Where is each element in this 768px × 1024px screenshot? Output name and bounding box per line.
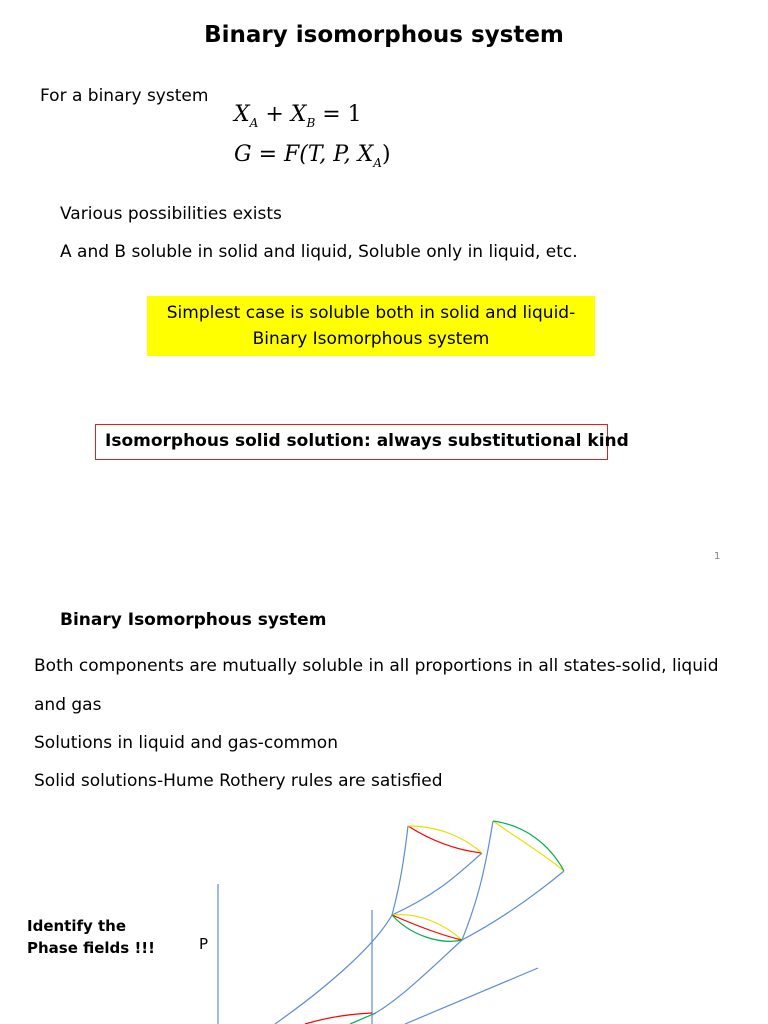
highlight-line-1: Simplest case is soluble both in solid and liquid-	[166, 303, 576, 323]
eq1-plus: +	[258, 102, 291, 127]
possibilities-text: Various possibilities exists	[60, 204, 282, 224]
boxed-statement: Isomorphous solid solution: always substitutional kind	[95, 424, 608, 460]
eq2-a-subscript: A	[373, 156, 382, 170]
eq1-rhs: = 1	[315, 102, 362, 127]
highlight-line-2: Binary Isomorphous system	[252, 329, 490, 349]
slide2-subtitle: Binary Isomorphous system	[60, 610, 327, 630]
pressure-axis-label: P	[199, 935, 209, 953]
eq1-b-subscript: B	[306, 116, 316, 130]
eq2-equals: =	[251, 142, 284, 167]
triple-line-a	[392, 853, 482, 915]
liquidus-curve-middle	[392, 915, 462, 940]
slide-title: Binary isomorphous system	[204, 22, 564, 48]
triple-line-b	[462, 871, 564, 940]
eq2-f-symbol: F	[284, 142, 300, 167]
eq2-g-symbol: G	[234, 142, 252, 167]
paragraph-mutual-solubility: Both components are mutually soluble in all proportions in all states-solid, liquid	[34, 656, 719, 676]
eq2-args: (T, P, X	[299, 142, 374, 167]
prompt-line-2: Phase fields !!!	[27, 939, 155, 957]
paragraph-liquid-gas: Solutions in liquid and gas-common	[34, 733, 338, 753]
slide-number: 1	[714, 551, 721, 562]
paragraph-mutual-solubility-cont: and gas	[34, 695, 102, 715]
solidus-curve-top-left	[408, 826, 482, 853]
eq1-xb-symbol: X	[290, 102, 307, 127]
eq1-xa-symbol: X	[234, 102, 250, 127]
liquidus-curve-top-left	[408, 826, 482, 853]
pure-a-boundary	[275, 826, 408, 1024]
examples-text: A and B soluble in solid and liquid, Soluble only in liquid, etc.	[60, 242, 578, 262]
eq2-close-paren: )	[381, 142, 391, 167]
paragraph-hume-rothery: Solid solutions-Hume Rothery rules are satisfied	[34, 771, 443, 791]
composition-axis-line	[405, 968, 538, 1024]
prompt-line-1: Identify the	[27, 917, 127, 935]
intro-text: For a binary system	[40, 86, 209, 106]
eq1-a-subscript: A	[249, 116, 259, 130]
liquidus-curve-top-right	[493, 821, 564, 871]
